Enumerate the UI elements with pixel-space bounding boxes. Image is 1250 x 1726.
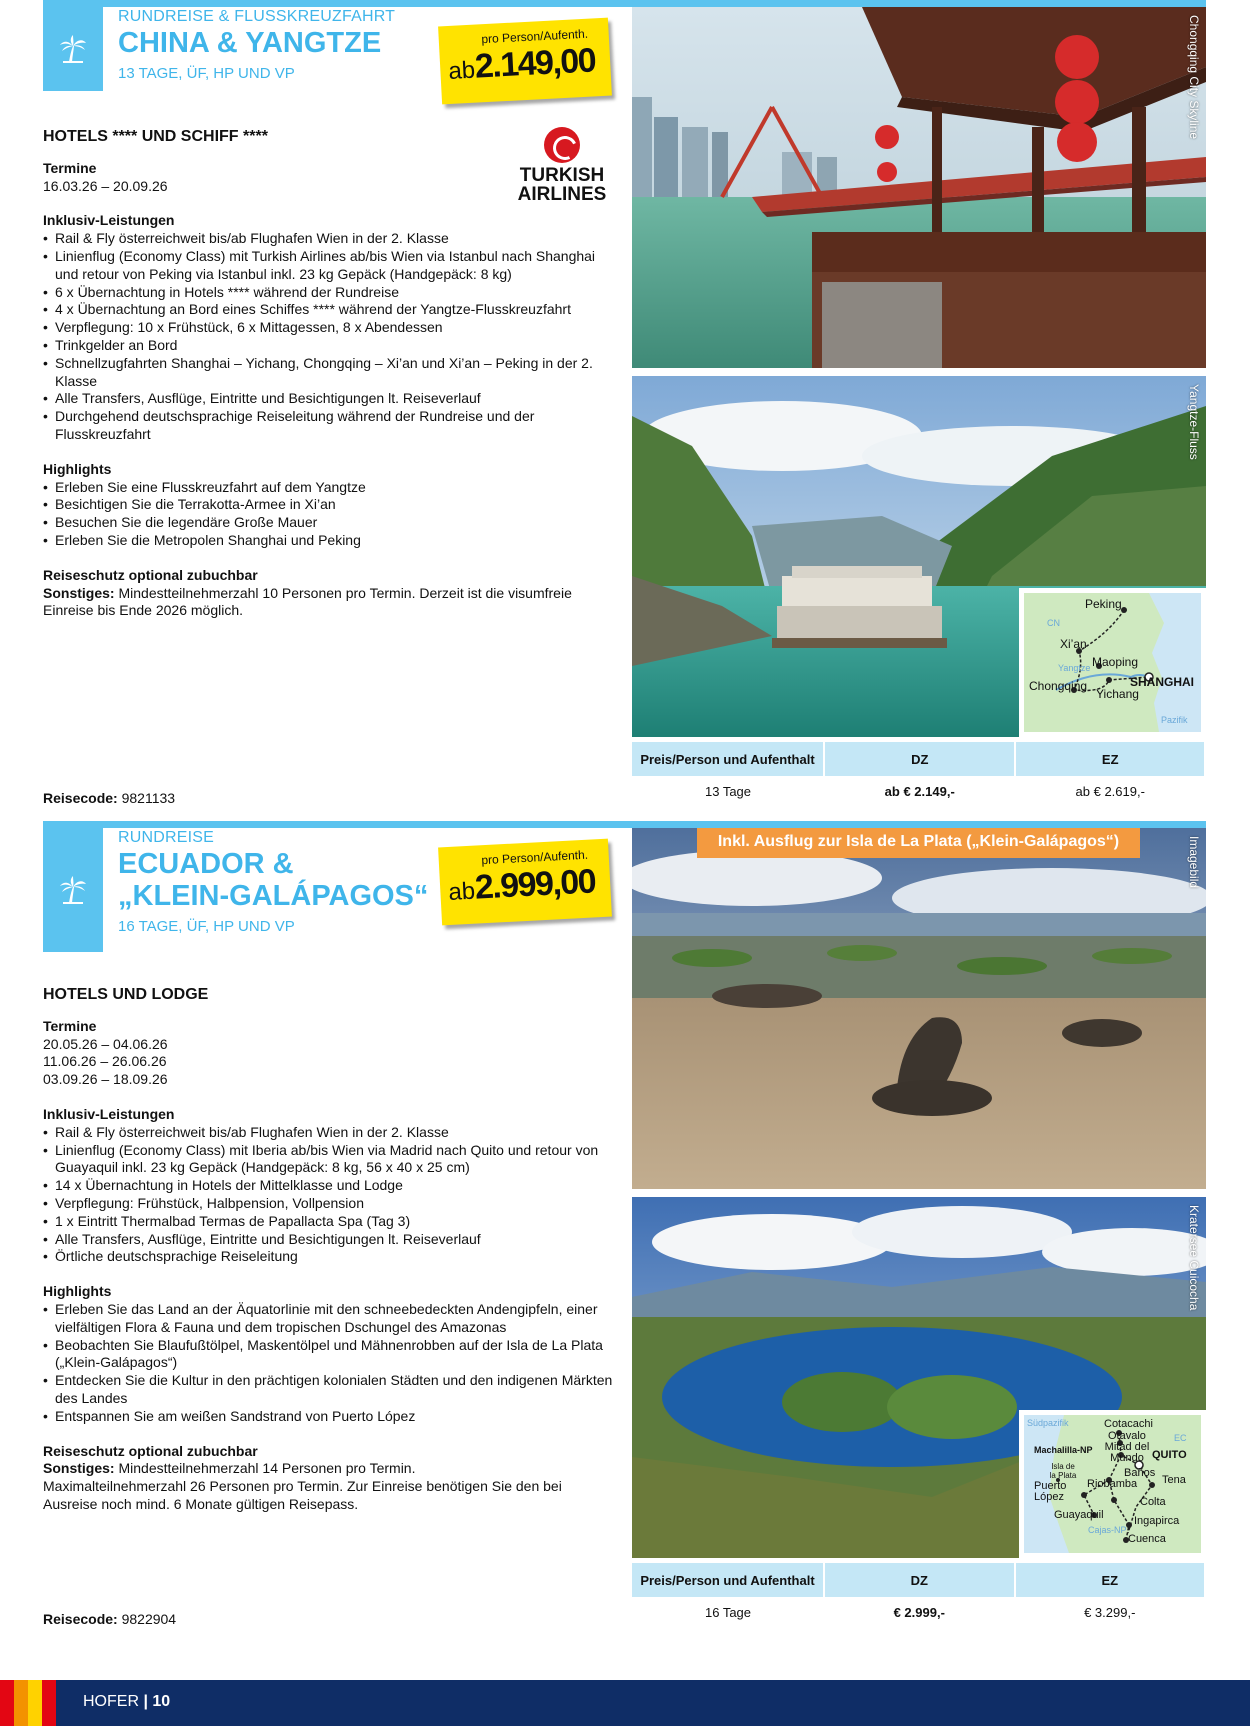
price-table-cell: 13 Tage (704, 783, 752, 799)
map-label: Ingapirca (1134, 1515, 1180, 1527)
list-item: • Örtliche deutschsprachige Reiseleitung (43, 1248, 613, 1266)
termin-date: 20.05.26 – 04.06.26 (43, 1035, 168, 1052)
map-label: Cajas-NP (1088, 1525, 1127, 1535)
map-label: Baños (1124, 1467, 1156, 1479)
list-item: • Verpflegung: Frühstück, Halbpension, Vollpension (43, 1195, 613, 1213)
reisecode-value: 9822904 (121, 1611, 177, 1627)
footer-stripe-red-2 (42, 1680, 56, 1726)
map-label: Peking (1085, 597, 1122, 611)
list-item: • Linienflug (Economy Class) mit Turkish Airlines ab/bis Wien via Istanbul nach Shanghai und retour von Peking via Istanbul inkl. 23 kg Gepäck (Handgepäck: 8 kg) (43, 248, 613, 284)
footer-stripe-red (0, 1680, 14, 1726)
table-row (632, 1597, 1205, 1627)
photo-chongqing-image (632, 7, 1206, 368)
list-item: • 6 x Übernachtung in Hotels **** während der Rundreise (43, 284, 613, 302)
reisecode (43, 1611, 176, 1627)
highlights-list (43, 479, 613, 550)
price-table-cell: ab € 2.149,- (884, 783, 955, 799)
termine-heading: Termine (43, 1017, 97, 1034)
map-label: Xi’an (1060, 637, 1087, 651)
list-item: • 14 x Übernachtung in Hotels der Mittelklasse und Lodge (43, 1177, 613, 1195)
reisecode-label: Reisecode: (43, 790, 118, 806)
price-table-cell: € 3.299,- (1084, 1604, 1136, 1620)
price-table (632, 742, 1206, 806)
photo-sea-lions-image (632, 828, 1206, 1189)
reisecode (43, 790, 175, 806)
sonstiges-more: Maximalteilnehmerzahl 26 Personen pro Termin. Zur Einreise benötigen Sie den bei Ausreise noch mind. 6 Monate gültigen Reisepass. (43, 1478, 562, 1512)
map-label: SHANGHAI (1130, 675, 1195, 689)
palm-tree-icon (58, 875, 88, 905)
price-table-header: DZ (824, 742, 1015, 776)
airline-logo-text-1: TURKISH (519, 165, 605, 186)
reisecode-value: 9821133 (121, 790, 176, 806)
hotels-heading: HOTELS UND LODGE (43, 986, 209, 1003)
footer-stripe-orange (14, 1680, 28, 1726)
price-badge (438, 18, 612, 105)
palm-tree-icon (58, 34, 88, 64)
price-amount: 2.999,00 (473, 862, 597, 907)
offer-title: CHINA & YANGTZE (118, 27, 382, 59)
offer-kicker: RUNDREISE & FLUSSKREUZFAHRT (118, 8, 396, 25)
offer-subtitle: 13 TAGE, ÜF, HP UND VP (118, 64, 295, 82)
sonstiges-text: Mindestteilnehmerzahl 10 Personen pro Termin. Derzeit ist die visumfreie Einreise bis Ende 2026 möglich. (43, 584, 572, 619)
price-table-header: DZ (824, 1563, 1015, 1597)
map-label: Tena (1162, 1474, 1186, 1486)
price-badge (438, 839, 612, 926)
map-label: Yangtze (1058, 663, 1091, 673)
highlights-heading: Highlights (43, 460, 112, 477)
price-prefix: ab (447, 56, 476, 86)
airline-logo-text-2: AIRLINES (517, 184, 607, 205)
inklusiv-heading: Inklusiv-Leistungen (43, 212, 175, 229)
photo-caption: Imagebild (1187, 836, 1201, 889)
price-table-cell: 16 Tage (704, 1604, 752, 1620)
map-label: Südpazifik (1027, 1418, 1069, 1428)
inklusiv-list (43, 1124, 613, 1266)
section-top-bar (43, 0, 1206, 7)
offer-title-line1: ECUADOR & (118, 848, 294, 880)
sonstiges-label: Sonstiges: (43, 1460, 115, 1477)
sonstiges-text: Mindestteilnehmerzahl 14 Personen pro Termin. (118, 1460, 416, 1477)
price-table-header: EZ (1015, 1563, 1206, 1597)
list-item: • Erleben Sie eine Flusskreuzfahrt auf dem Yangtze (43, 479, 613, 497)
list-item: • 1 x Eintritt Thermalbad Termas de Papallacta Spa (Tag 3) (43, 1213, 613, 1231)
list-item: • Beobachten Sie Blaufußtölpel, Maskentölpel und Mähnenrobben auf der Isla de La Plata („Klein-Galápagos“) (43, 1337, 613, 1373)
list-item: • Entspannen Sie am weißen Sandstrand von Puerto López (43, 1408, 613, 1426)
category-icon-box (43, 828, 103, 952)
map-label: Isla de la Plata (1049, 1462, 1077, 1480)
photo-caption: Yangtze-Fluss (1187, 384, 1201, 460)
footer-brand (83, 1693, 170, 1711)
photo-sea-lions (632, 828, 1206, 1189)
sonstiges-label: Sonstiges: (43, 584, 115, 601)
reisecode-label: Reisecode: (43, 1611, 118, 1627)
price-badge-label: pro Person/Aufenth. (481, 847, 589, 868)
list-item: • Besichtigen Sie die Terrakotta-Armee in Xi’an (43, 496, 613, 514)
list-item: • Durchgehend deutschsprachige Reiseleitung während der Rundreise und der Flusskreuzfahrt (43, 408, 613, 444)
photo-caption: Chongqing City Skyline (1187, 15, 1201, 140)
price-table-header: Preis/Person und Aufenthalt (632, 1563, 824, 1597)
map-label: Otavalo (1108, 1430, 1146, 1442)
reiseschutz-note: Reiseschutz optional zubuchbar (43, 1442, 258, 1459)
route-map-china (1019, 588, 1206, 737)
table-row (632, 776, 1205, 806)
highlights-heading: Highlights (43, 1283, 112, 1300)
sonstiges-note (43, 1460, 613, 1478)
photo-chongqing-skyline (632, 7, 1206, 368)
termine-heading: Termine (43, 159, 97, 176)
list-item: • Erleben Sie die Metropolen Shanghai und Peking (43, 532, 613, 550)
offer-ecuador (0, 821, 1250, 1641)
offer-details (43, 986, 613, 1514)
termin-date: 03.09.26 – 18.09.26 (43, 1071, 168, 1088)
route-map-ecuador (1019, 1410, 1206, 1558)
price-prefix: ab (447, 877, 476, 907)
inklusiv-list (43, 230, 613, 444)
footer-brand-name: HOFER (83, 1693, 139, 1710)
list-item: • Rail & Fly österreichweit bis/ab Flughafen Wien in der 2. Klasse (43, 230, 613, 248)
price-amount: 2.149,00 (473, 41, 597, 86)
map-label: Pazifik (1161, 715, 1188, 725)
list-item: • Alle Transfers, Ausflüge, Eintritte und Besichtigungen lt. Reiseverlauf (43, 1231, 613, 1249)
photo-caption: Kratersee Cuicocha (1187, 1205, 1201, 1311)
price-badge-label: pro Person/Aufenth. (481, 26, 589, 47)
list-item: • Besuchen Sie die legendäre Große Mauer (43, 514, 613, 532)
map-label: Riobamba (1087, 1478, 1138, 1490)
offer-details (43, 128, 613, 620)
list-item: • Rail & Fly österreichweit bis/ab Flughafen Wien in der 2. Klasse (43, 1124, 613, 1142)
category-icon-box (43, 7, 103, 91)
map-label: EC (1174, 1433, 1187, 1443)
page-number: 10 (152, 1693, 171, 1710)
price-table-cell: € 2.999,- (893, 1604, 945, 1620)
map-label: QUITO (1152, 1449, 1187, 1461)
sonstiges-note (43, 585, 613, 621)
termin-date: 16.03.26 – 20.09.26 (43, 177, 168, 194)
offer-header (118, 829, 438, 935)
list-item: • Linienflug (Economy Class) mit Iberia ab/bis Wien via Madrid nach Quito und retour von Guayaquil inkl. 23 kg Gepäck (Handgepäck: 8 kg, 56 x 40 x 25 cm) (43, 1142, 613, 1178)
list-item: • Alle Transfers, Ausflüge, Eintritte und Besichtigungen lt. Reiseverlauf (43, 390, 613, 408)
list-item: • Entdecken Sie die Kultur in den prächtigen kolonialen Städten und den indigenen Märkten des Landes (43, 1372, 613, 1408)
price-table-header: Preis/Person und Aufenthalt (632, 742, 824, 776)
page-footer (0, 1680, 1250, 1726)
section-top-bar (43, 821, 1206, 828)
offer-title-line2: „KLEIN-GALÁPAGOS“ (118, 879, 429, 912)
list-item: • Trinkgelder an Bord (43, 337, 613, 355)
map-label: Colta (1140, 1496, 1166, 1508)
map-label: Yichang (1096, 687, 1139, 701)
map-label: Puerto López (1034, 1480, 1067, 1503)
offer-header (118, 8, 438, 82)
offer-subtitle: 16 TAGE, ÜF, HP UND VP (118, 917, 295, 935)
reiseschutz-note: Reiseschutz optional zubuchbar (43, 566, 258, 583)
map-label: Maoping (1092, 655, 1139, 669)
footer-stripe-yellow (28, 1680, 42, 1726)
map-label: Cotacachi (1104, 1418, 1153, 1430)
footer-separator: | (143, 1693, 148, 1710)
excursion-banner: Inkl. Ausflug zur Isla de La Plata („Klein-Galápagos“) (697, 828, 1140, 858)
offer-kicker: RUNDREISE (118, 829, 215, 846)
map-label: Mitad del Mundo (1104, 1441, 1150, 1464)
list-item: • 4 x Übernachtung an Bord eines Schiffes **** während der Yangtze-Flusskreuzfahrt (43, 301, 613, 319)
map-label: CN (1047, 618, 1060, 628)
price-table-header: EZ (1015, 742, 1205, 776)
price-table-cell: ab € 2.619,- (1075, 783, 1145, 799)
inklusiv-heading: Inklusiv-Leistungen (43, 1105, 175, 1122)
map-label: Guayaquil (1054, 1509, 1104, 1521)
map-label: Machalilla-NP (1034, 1445, 1093, 1455)
map-label: Chongqing (1029, 679, 1088, 693)
map-label: Cuenca (1128, 1533, 1166, 1545)
hotels-heading: HOTELS **** UND SCHIFF **** (43, 128, 268, 145)
highlights-list (43, 1301, 613, 1426)
price-table (632, 1563, 1206, 1627)
offer-china-yangtze (0, 0, 1250, 815)
list-item: • Erleben Sie das Land an der Äquatorlinie mit den schneebedeckten Andengipfeln, einer vielfältigen Flora & Fauna und dem tropischen Dschungel des Amazonas (43, 1301, 613, 1337)
list-item: • Schnellzugfahrten Shanghai – Yichang, Chongqing – Xi’an und Xi’an – Peking in der 2. Klasse (43, 355, 613, 391)
list-item: • Verpflegung: 10 x Frühstück, 6 x Mittagessen, 8 x Abendessen (43, 319, 613, 337)
termin-date: 11.06.26 – 26.06.26 (43, 1053, 167, 1070)
